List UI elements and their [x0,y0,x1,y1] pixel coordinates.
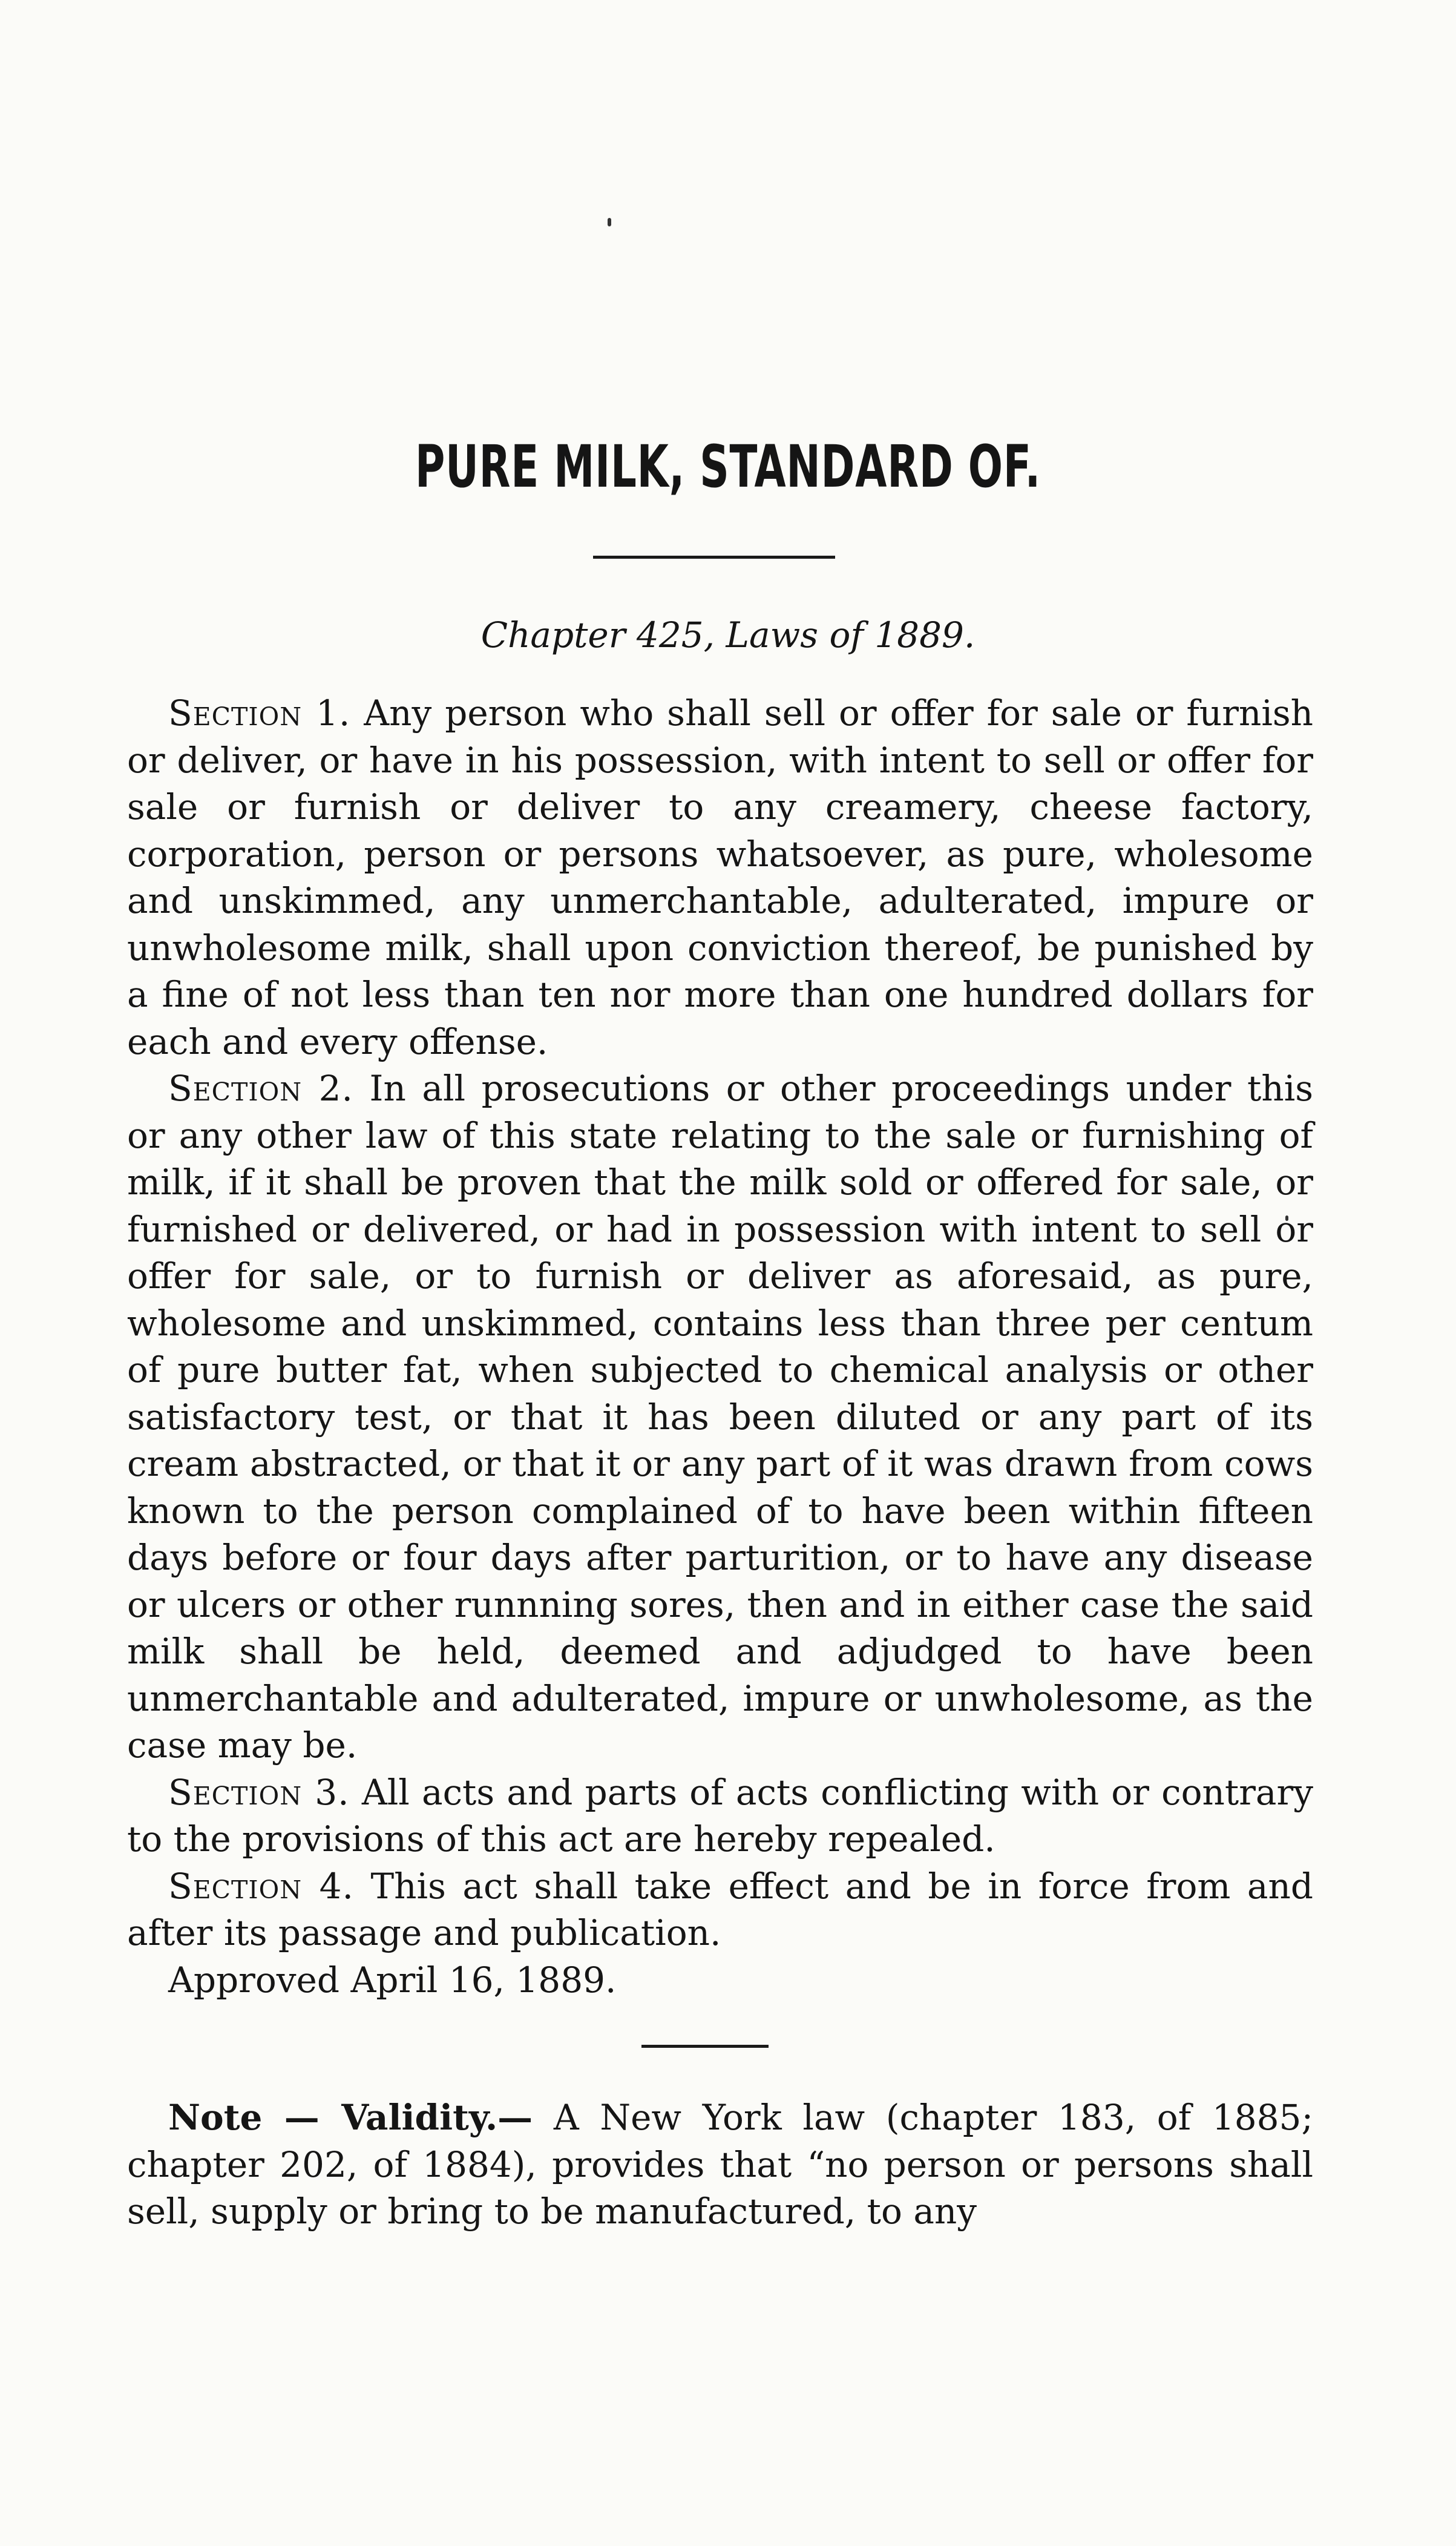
section-text: Any person who shall sell or offer for sale or furnish or deliver, or have in his possession, with intent to sell or offer for sale or furnish or deliver to any creamery, cheese factory, corporation, person or persons whatsoever, as pure, wholesome and unskimmed, any unmerchantable, adulterated, impure or unwholesome milk, shall upon conviction thereof, be punished by a fine of not less than ten nor more than one hundred dollars for each and every offense. [127,692,1314,1062]
validity-note [127,2094,1313,2235]
note-heading: Note — Validity.— [168,2097,533,2138]
section-1 [127,690,1313,1065]
section-4 [127,1863,1313,1957]
note-divider [641,2045,769,2048]
section-3 [127,1769,1313,1863]
approval-line: Approved April 16, 1889. [168,1959,617,2001]
section-label: Section 3. [168,1771,350,1813]
section-text: All acts and parts of acts conflicting with or contrary to the provisions of this act are hereby repealed. [127,1771,1313,1860]
section-text: This act shall take effect and be in force from and after its passage and publication. [127,1865,1313,1953]
title-divider [593,556,835,559]
statute-body [127,690,1313,2004]
section-text: In all prosecutions or other proceedings under this or any other law of this state relating to the sale or furnishing of milk, if it shall be proven that the milk sold or offered for sale, or furnished or delivered, or had in possession with intent to sell or offer for sale, or to furnish or deliver as aforesaid, as pure, wholesome and unskimmed, contains less than three per centum of pure butter fat, when subjected to chemical analysis or other satisfactory test, or that it has been diluted or any part of its cream abstracted, or that it or any part of it was drawn from cows known to the person complained of to have been within fifteen days before or four days after parturition, or to have any disease or ulcers or other runnning sores, then and in either case the said milk shall be held, deemed and adjudged to have been unmerchantable and adulterated, impure or unwholesome, as the case may be. [127,1068,1314,1766]
section-label: Section 4. [168,1865,354,1907]
section-label: Section 1. [168,692,351,734]
chapter-heading: Chapter 425, Laws of 1889. [480,614,976,656]
section-2 [127,1065,1313,1769]
section-label: Section 2. [168,1068,353,1109]
page-title: PURE MILK, STANDARD OF. [415,433,1041,501]
scan-speck [608,218,611,226]
note-text: A New York law (chapter 183, of 1885; chapter 202, of 1884), provides that “no person or persons shall sell, supply or bring to be manufactured, to any [127,2097,1313,2232]
